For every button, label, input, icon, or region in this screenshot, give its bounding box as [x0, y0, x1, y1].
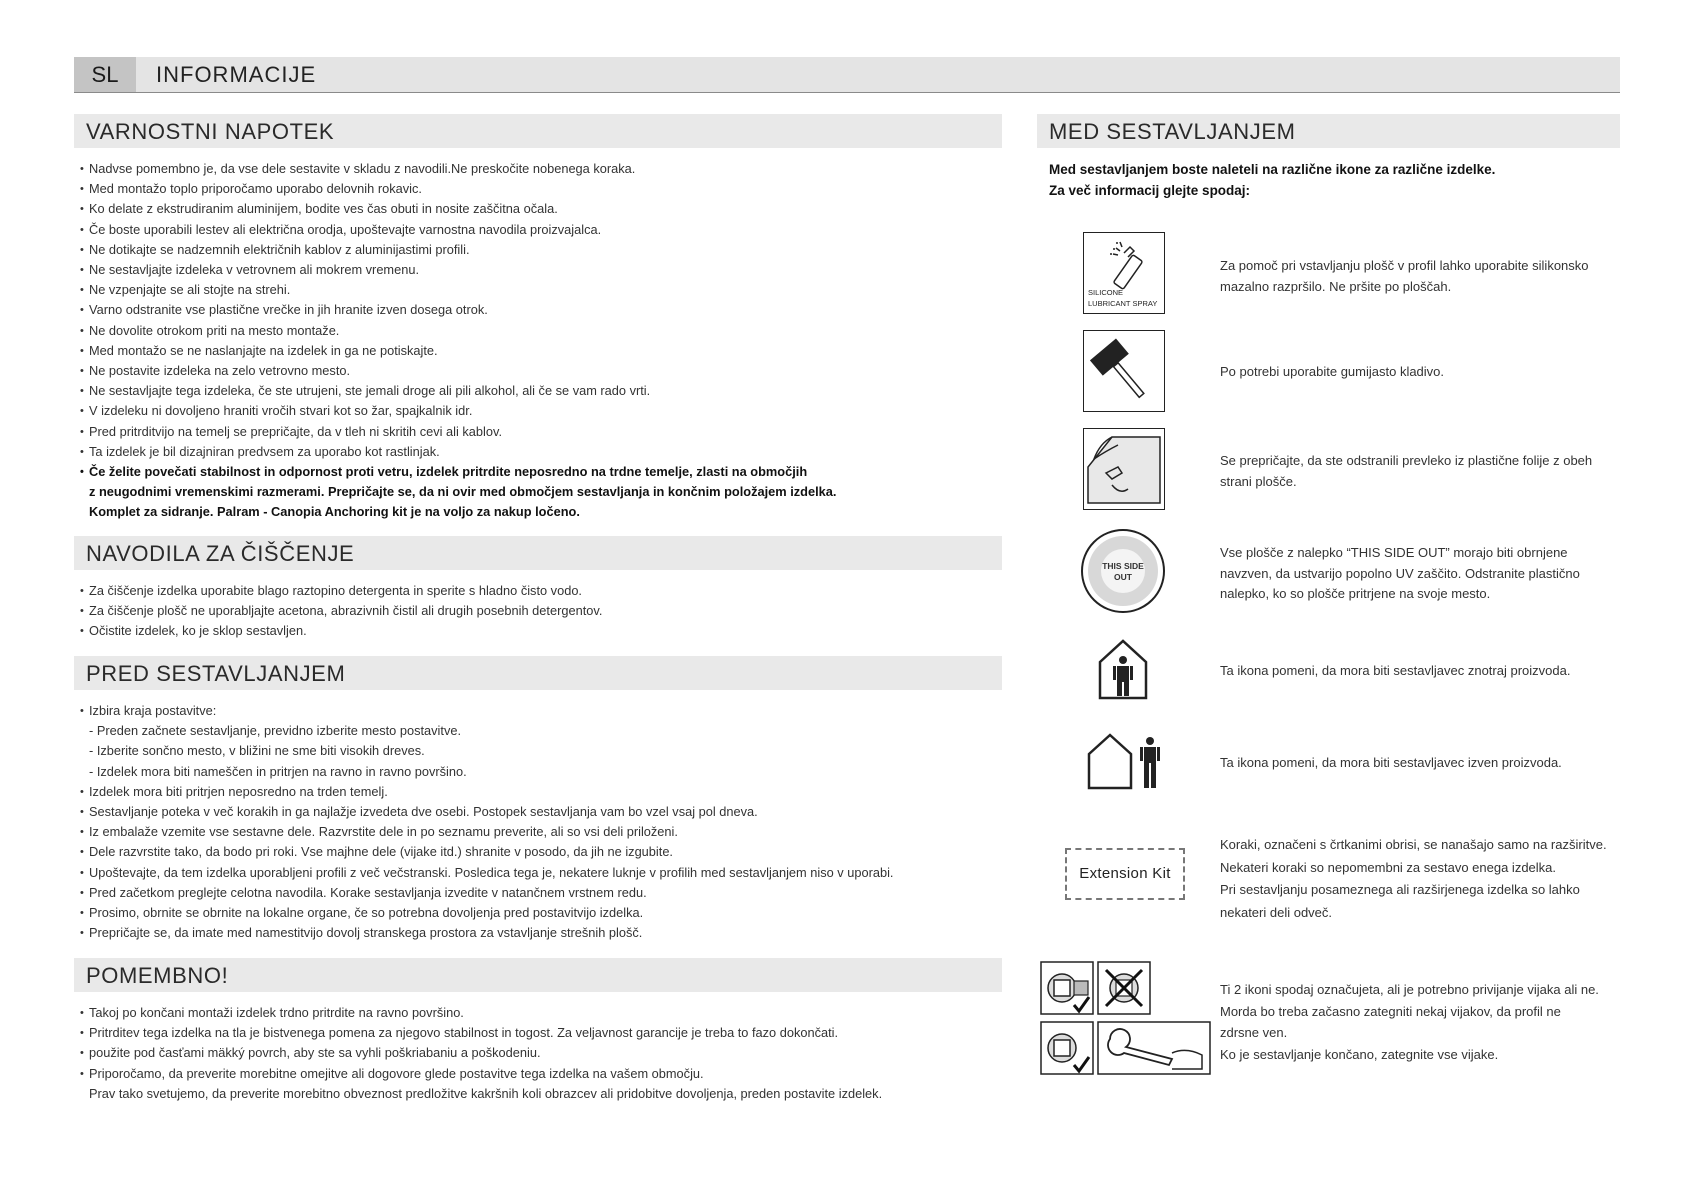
extension-kit-badge: Extension Kit	[1065, 848, 1185, 900]
desc-line: Morda bo treba začasno zategniti nekaj vijakov, da profil ne	[1220, 1003, 1561, 1019]
rubber-mallet-icon	[1083, 330, 1165, 412]
section-title-during-assembly: MED SESTAVLJANJEM	[1037, 114, 1620, 148]
list-item: • Izdelek mora biti pritrjen neposredno na trden temelj.	[80, 782, 893, 802]
list-item: • Ne dotikajte se nadzemnih električnih kablov z aluminijastimi profili.	[80, 240, 836, 260]
list-item: • Sestavljanje poteka v več korakih in ga najlažje izvedeta dve osebi. Postopek sestavljanja vam bo vzel vsaj pol dneva.	[80, 802, 893, 822]
list-item-continuation: Prav tako svetujemo, da preverite morebitno obveznost predložitve kakršnih koli obrazcev ali pridobitve dovoljenja, preden postavite izdelek.	[89, 1085, 883, 1101]
list-item: • Za čiščenje plošč ne uporabljajte acetona, abrazivnih čistil ali drugih posebnih detergentov.	[80, 601, 602, 621]
during-intro	[1049, 159, 1495, 201]
desc-line: Ti 2 ikoni spodaj označujeta, ali je potrebno privijanje vijaka ali ne.	[1220, 982, 1599, 997]
list-item: • Priporočamo, da preverite morebitne omejitve ali dogovore glede postavitve tega izdelka na vašem območju.	[80, 1064, 882, 1084]
this-side-out-description	[1220, 543, 1580, 605]
extension-kit-description	[1220, 834, 1607, 924]
desc-line: mazalno razpršilo. Ne pršite po ploščah.	[1220, 278, 1452, 294]
section-title-safety: VARNOSTNI NAPOTEK	[74, 114, 1002, 148]
list-item: • Pred začetkom preglejte celotna navodila. Korake sestavljanja izvedite v natančnem vrstnem redu.	[80, 883, 893, 903]
list-item: • Prepričajte se, da imate med namestitvijo dovolj stranskega prostora za vstavljanje strešnih plošč.	[80, 923, 893, 943]
list-item: • Prosimo, obrnite se obrnite na lokalne organe, če so potrebna dovoljenja pred postavitvijo izdelka.	[80, 903, 893, 923]
list-item: • Med montažo toplo priporočamo uporabo delovnih rokavic.	[80, 179, 836, 199]
anchoring-note-line-1: • Če želite povečati stabilnost in odpornost proti vetru, izdelek pritrdite neposredno na trdne temelje, zlasti na območjih	[80, 462, 836, 482]
list-item: • Za čiščenje izdelka uporabite blago raztopino detergenta in sperite s hladno čisto vodo.	[80, 581, 602, 601]
page-title: INFORMACIJE	[156, 62, 317, 87]
desc-line: nalepko, ko so plošče pritrjene na svoje mesto.	[1220, 586, 1491, 601]
list-item: • Pred pritrditvijo na temelj se prepričajte, da v tleh ni skritih cevi ali kablov.	[80, 422, 836, 442]
list-item: • Takoj po končani montaži izdelek trdno pritrdite na ravno površino.	[80, 1003, 882, 1023]
sticker-label-line-2: OUT	[1114, 572, 1132, 582]
desc-line: navzven, da ustvarijo popolno UV zaščito. Odstranite plastično	[1220, 565, 1580, 581]
wrench-icon	[1098, 1022, 1210, 1074]
list-item: • V izdeleku ni dovoljeno hraniti vročih stvari kot so žar, spajkalnik idr.	[80, 401, 836, 421]
sub-list-item: - Izdelek mora biti nameščen in pritrjen na ravno in ravno površino.	[89, 763, 467, 779]
silicone-spray-icon	[1083, 232, 1165, 314]
desc-line: Ko je sestavljanje končano, zategnite vse vijake.	[1220, 1046, 1499, 1062]
desc-line: strani plošče.	[1220, 473, 1297, 489]
list-item: • Ne sestavljajte izdeleka v vetrovnem ali mokrem vremenu.	[80, 260, 836, 280]
list-item: • Ne postavite izdeleka na zelo vetrovno mesto.	[80, 361, 836, 381]
assembler-outside-description: Ta ikona pomeni, da mora biti sestavljavec izven proizvoda.	[1220, 755, 1562, 770]
peel-film-icon	[1083, 428, 1165, 510]
list-item: • Pritrditev tega izdelka na tla je bistvenega pomena za njegovo stabilnost in togost. Za veljavnost garancije je treba to fazo dokončati.	[80, 1023, 882, 1043]
list-item: • Varno odstranite vse plastične vrečke in jih hranite izven dosega otrok.	[80, 300, 836, 320]
list-item: • Ne vzpenjajte se ali stojte na strehi.	[80, 280, 836, 300]
section-title-important: POMEMBNO!	[74, 958, 1002, 992]
before-assembly-list	[80, 701, 893, 943]
screw-loose-check-icon	[1041, 962, 1093, 1014]
screw-crossed-icon	[1098, 962, 1150, 1014]
page-header-bar	[74, 57, 1620, 93]
list-item: • Če boste uporabili lestev ali električna orodja, upoštevajte varnostna navodila proizvajalca.	[80, 220, 836, 240]
language-code: SL	[74, 57, 136, 92]
sticker-label-line-1: THIS SIDE	[1102, 561, 1144, 571]
assembler-inside-description: Ta ikona pomeni, da mora biti sestavljavec znotraj proizvoda.	[1220, 663, 1571, 678]
list-item: • Med montažo se ne naslanjajte na izdelek in ga ne potiskajte.	[80, 341, 836, 361]
desc-line: Vse plošče z nalepko “THIS SIDE OUT” morajo biti obrnjene	[1220, 545, 1568, 560]
list-item: • Dele razvrstite tako, da bodo pri roki. Vse majhne dele (vijake itd.) shranite v posodo, da jih ne izgubite.	[80, 842, 893, 862]
desc-line: Koraki, označeni s črtkanimi obrisi, se nanašajo samo na razširitve.	[1220, 837, 1607, 852]
section-title-before-assembly: PRED SESTAVLJANJEM	[74, 656, 1002, 690]
list-item: • Očistite izdelek, ko je sklop sestavljen.	[80, 621, 602, 641]
desc-line: Pri sestavljanju posameznega ali razširjenega izdelka so lahko	[1220, 882, 1580, 897]
list-item: • Iz embalaže vzemite vse sestavne dele. Razvrstite dele in po seznamu preverite, ali so vsi deli priloženi.	[80, 822, 893, 842]
list-item: • Ne sestavljajte tega izdeleka, če ste utrujeni, ste jemali droge ali pili alkohol, ali če se vam rado vrti.	[80, 381, 836, 401]
screw-icons-description	[1220, 979, 1599, 1065]
spray-description	[1220, 256, 1589, 297]
list-item: • použite pod časťami mäkký povrch, aby ste sa vyhli poškriabaniu a poškodeniu.	[80, 1043, 882, 1063]
list-item: • Upoštevajte, da tem izdelka uporabljeni profili z več večstranski. Posledica tega je, nekatere luknje v profilih med sestavljanjem niso v uporabi.	[80, 863, 893, 883]
anchoring-note-line-3: Komplet za sidranje. Palram - Canopia Anchoring kit je na voljo za nakup ločeno.	[89, 504, 580, 520]
sub-list-item: - Izberite sončno mesto, v bližini ne sme biti visokih dreves.	[89, 743, 425, 759]
assembler-outside-icon	[1086, 732, 1164, 795]
this-side-out-icon	[1080, 528, 1166, 619]
cleaning-list	[80, 581, 602, 642]
list-item: • Ne dovolite otrokom priti na mesto montaže.	[80, 321, 836, 341]
screw-icons-group	[1040, 961, 1212, 1082]
list-item: • Nadvse pomembno je, da vse dele sestavite v skladu z navodili.Ne preskočite nobenega koraka.	[80, 159, 836, 179]
intro-line: Med sestavljanjem boste naleteli na različne ikone za različne izdelke.	[1049, 162, 1496, 177]
intro-line: Za več informacij glejte spodaj:	[1049, 183, 1251, 198]
mallet-description: Po potrebi uporabite gumijasto kladivo.	[1220, 364, 1445, 379]
assembler-inside-icon	[1096, 638, 1150, 705]
desc-line: Se prepričajte, da ste odstranili prevleko iz plastične folije z obeh	[1220, 453, 1593, 468]
list-item: • Ko delate z ekstrudiranim aluminijem, bodite ves čas obuti in nosite zaščitna očala.	[80, 199, 836, 219]
desc-line: Za pomoč pri vstavljanju plošč v profil lahko uporabite silikonsko	[1220, 258, 1589, 273]
anchoring-note-line-2: z neugodnimi vremenskimi razmerami. Prepričajte se, da ni ovir med območjem sestavljanja in končnim položajem izdelka.	[89, 484, 837, 500]
list-item: • Ta izdelek je bil dizajniran predvsem za uporabo kot rastlinjak.	[80, 442, 836, 462]
section-title-cleaning: NAVODILA ZA ČIŠČENJE	[74, 536, 1002, 570]
desc-line: zdrsne ven.	[1220, 1025, 1288, 1040]
sub-list-item: - Preden začnete sestavljanje, previdno izberite mesto postavitve.	[89, 723, 462, 739]
screw-tight-check-icon	[1041, 1022, 1093, 1074]
desc-line: Nekateri koraki so nepomembni za sestavo enega izdelka.	[1220, 859, 1557, 875]
safety-list	[80, 159, 836, 523]
spray-label-line-2: LUBRICANT SPRAY	[1088, 299, 1158, 308]
list-item: • Izbira kraja postavitve:	[80, 701, 893, 721]
important-list	[80, 1003, 882, 1104]
desc-line: nekateri deli odveč.	[1220, 904, 1333, 920]
peel-film-description	[1220, 451, 1592, 492]
spray-label-line-1: SILICONE	[1088, 288, 1124, 297]
